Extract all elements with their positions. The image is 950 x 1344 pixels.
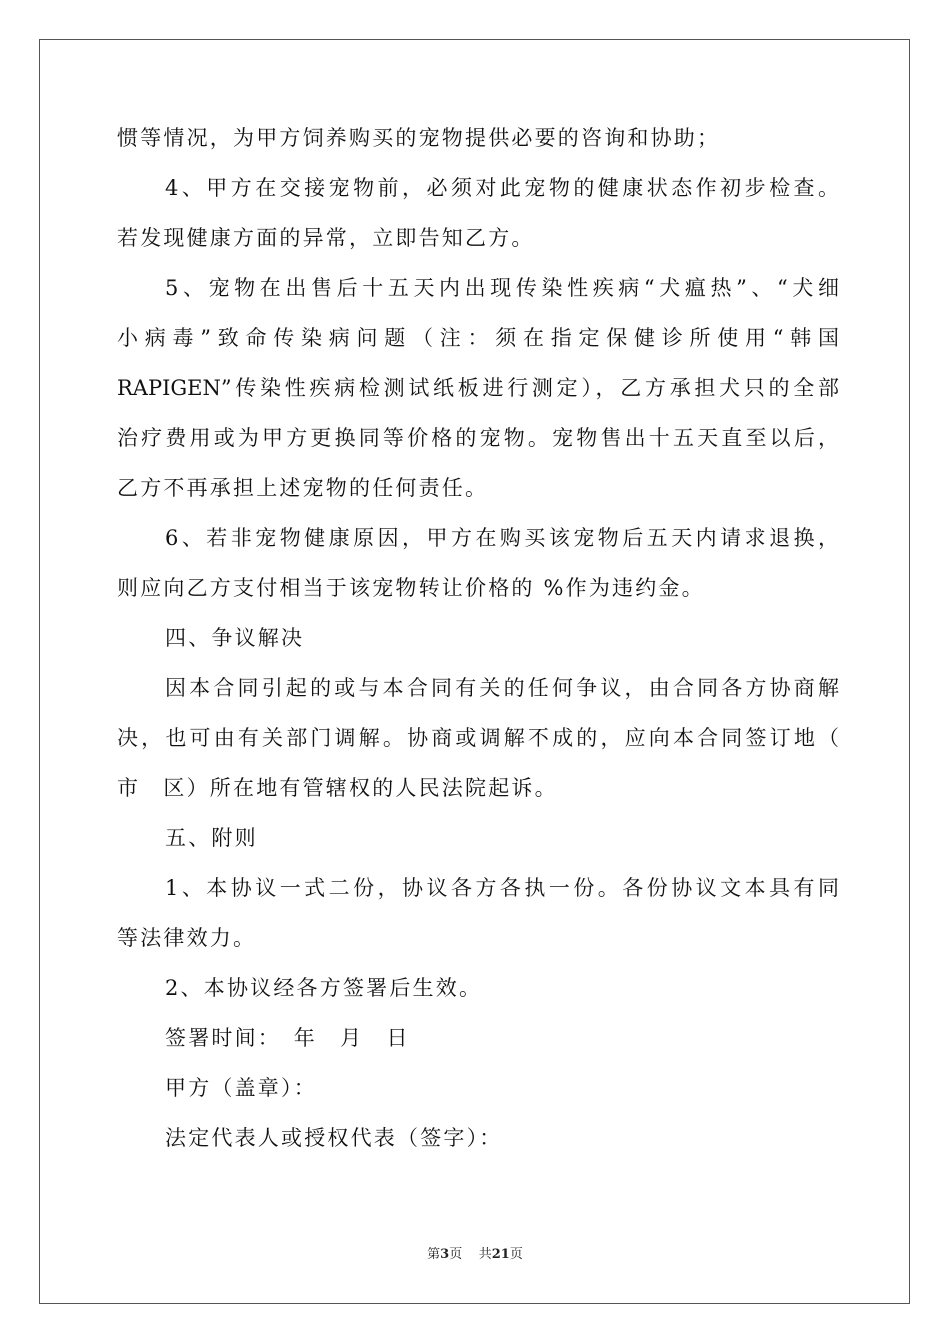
dispute-line-2: 决，也可由有关部门调解。协商或调解不成的，应向本合同签订地（ [117, 726, 839, 750]
section-heading-appendix: 五、附则 [165, 826, 258, 850]
clause-5-line-1: 5、宠物在出售后十五天内出现传染性疾病“犬瘟热”、“犬细 [165, 276, 839, 300]
page-footer [0, 1246, 950, 1264]
clause-5-line-2: 小病毒”致命传染病问题（注：须在指定保健诊所使用“韩国 [117, 326, 839, 350]
clause-4-line-2: 若发现健康方面的异常，立即告知乙方。 [117, 226, 535, 250]
paragraph-line-continuation: 惯等情况，为甲方饲养购买的宠物提供必要的咨询和协助； [117, 126, 721, 150]
page-suffix: 页 [449, 1247, 463, 1262]
total-pages: 21 [491, 1247, 510, 1262]
signing-date: 签署时间： 年 月 日 [165, 1026, 410, 1050]
page-number: 3 [440, 1247, 450, 1262]
dispute-line-3: 市 区）所在地有管辖权的人民法院起诉。 [117, 776, 558, 800]
section-heading-dispute: 四、争议解决 [165, 626, 305, 650]
appendix-2: 2、本协议经各方签署后生效。 [165, 976, 483, 1000]
legal-representative-signature: 法定代表人或授权代表（签字）： [165, 1126, 503, 1150]
total-prefix: 共 [478, 1247, 492, 1262]
clause-4-line-1: 4、甲方在交接宠物前，必须对此宠物的健康状态作初步检查。 [165, 176, 839, 200]
clause-5-line-5: 乙方不再承担上述宠物的任何责任。 [117, 476, 489, 500]
party-a-seal: 甲方（盖章）： [165, 1076, 317, 1100]
clause-5-line-4: 治疗费用或为甲方更换同等价格的宠物。宠物售出十五天直至以后， [117, 426, 839, 450]
dispute-line-1: 因本合同引起的或与本合同有关的任何争议，由合同各方协商解 [165, 676, 839, 700]
appendix-1-line-1: 1、本协议一式二份，协议各方各执一份。各份协议文本具有同 [165, 876, 839, 900]
appendix-1-line-2: 等法律效力。 [117, 926, 257, 950]
clause-6-line-1: 6、若非宠物健康原因，甲方在购买该宠物后五天内请求退换， [165, 526, 839, 550]
clause-6-line-2: 则应向乙方支付相当于该宠物转让价格的 %作为违约金。 [117, 576, 705, 600]
clause-5-line-3: RAPIGEN”传染性疾病检测试纸板进行测定），乙方承担犬只的全部 [117, 376, 839, 400]
total-suffix: 页 [509, 1247, 523, 1262]
page-prefix: 第 [427, 1247, 441, 1262]
